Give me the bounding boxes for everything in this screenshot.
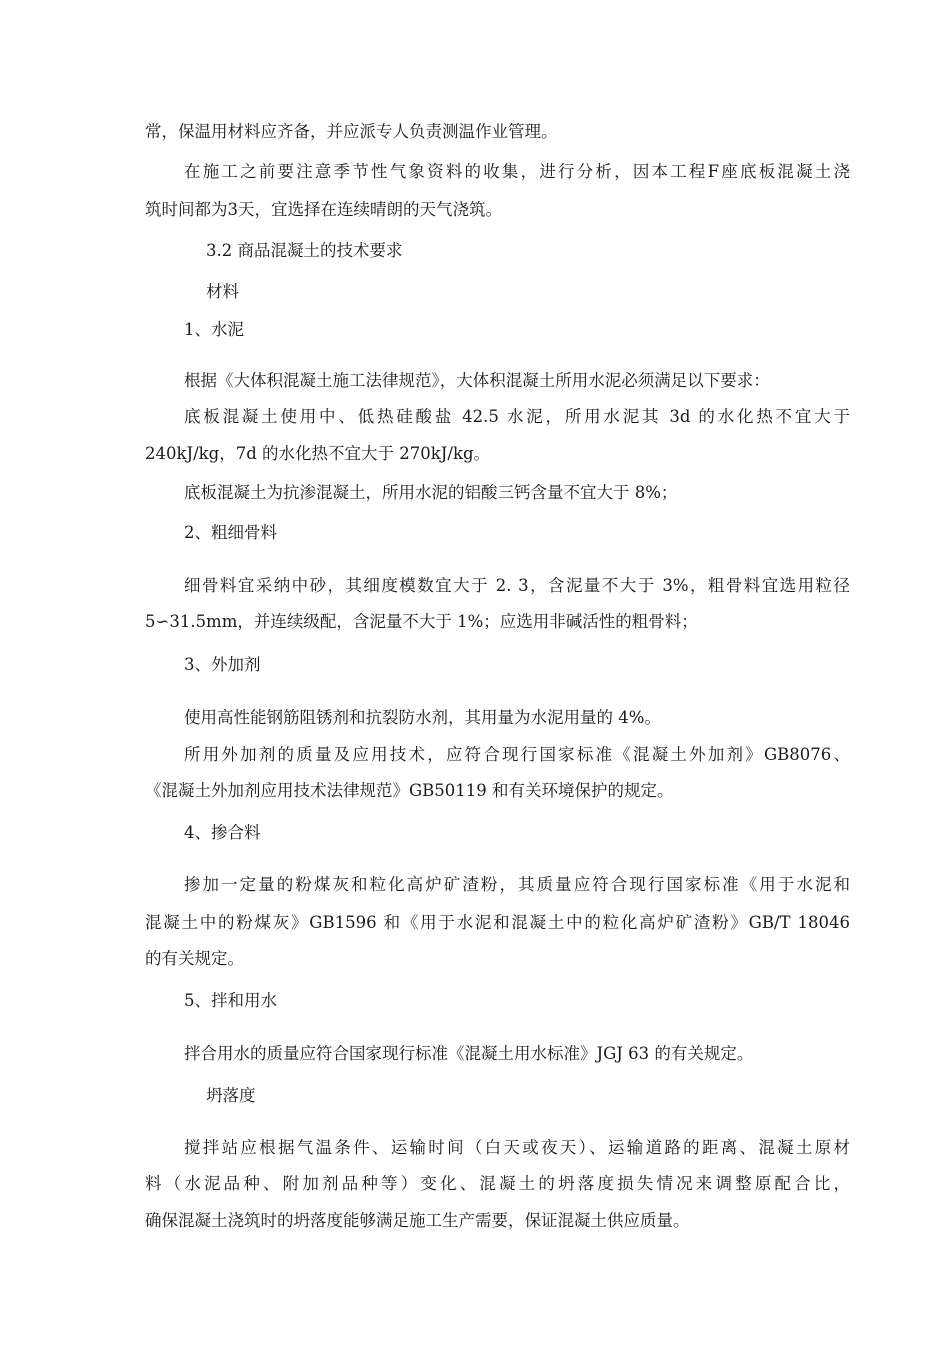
text-line: 确保混凝土浇筑时的坍落度能够满足施工生产需要，保证混凝土供应质量。: [145, 1211, 690, 1230]
text-line: 5∽31.5mm，并连续级配，含泥量不大于 1%；应选用非碱活性的粗骨料；: [145, 612, 698, 631]
item-heading: 3、外加剂: [184, 655, 261, 674]
text-line: 掺加一定量的粉煤灰和粒化高炉矿渣粉，其质量应符合现行国家标准《用于水泥和: [184, 875, 850, 894]
section-heading: 3.2 商品混凝土的技术要求: [206, 241, 403, 260]
text-line: 搅拌站应根据气温条件、运输时间（白天或夜天）、运输道路的距离、混凝土原材: [184, 1138, 850, 1157]
text-line: 底板混凝土为抗渗混凝土，所用水泥的铝酸三钙含量不宜大于 8%；: [184, 483, 678, 502]
item-heading: 4、掺合料: [184, 823, 261, 842]
subsection-heading: 材料: [206, 282, 239, 301]
subsection-heading: 坍落度: [206, 1086, 256, 1105]
text-line: 常，保温用材料应齐备，并应派专人负责测温作业管理。: [145, 122, 558, 141]
item-heading: 2、粗细骨料: [184, 523, 277, 542]
text-line: 使用高性能钢筋阻锈剂和抗裂防水剂，其用量为水泥用量的 4%。: [184, 708, 661, 727]
item-heading: 5、拌和用水: [184, 991, 277, 1010]
item-heading: 1、水泥: [184, 320, 244, 339]
text-line: 《混凝土外加剂应用技术法律规范》GB50119 和有关环境保护的规定。: [145, 781, 674, 800]
text-line: 根据《大体积混凝土施工法律规范》，大体积混凝土所用水泥必须满足以下要求：: [184, 371, 770, 390]
text-line: 的有关规定。: [145, 949, 244, 968]
text-line: 240kJ/kg，7d 的水化热不宜大于 270kJ/kg。: [145, 444, 491, 463]
text-line: 筑时间都为3天，宜选择在连续晴朗的天气浇筑。: [145, 200, 502, 219]
text-line: 在施工之前要注意季节性气象资料的收集，进行分析，因本工程F座底板混凝土浇: [184, 162, 850, 181]
text-line: 拌合用水的质量应符合国家现行标准《混凝土用水标准》JGJ 63 的有关规定。: [184, 1044, 754, 1063]
text-line: 所用外加剂的质量及应用技术，应符合现行国家标准《混凝土外加剂》GB8076、: [184, 745, 850, 764]
text-line: 细骨料宜采纳中砂，其细度模数宜大于 2. 3，含泥量不大于 3%，粗骨料宜选用粒径: [184, 576, 850, 595]
text-line: 底板混凝土使用中、低热硅酸盐 42.5 水泥，所用水泥其 3d 的水化热不宜大于: [184, 407, 850, 426]
text-line: 混凝土中的粉煤灰》GB1596 和《用于水泥和混凝土中的粒化高炉矿渣粉》GB/T 18046: [145, 913, 850, 932]
text-line: 料（水泥品种、附加剂品种等）变化、混凝土的坍落度损失情况来调整原配合比，: [145, 1174, 850, 1193]
